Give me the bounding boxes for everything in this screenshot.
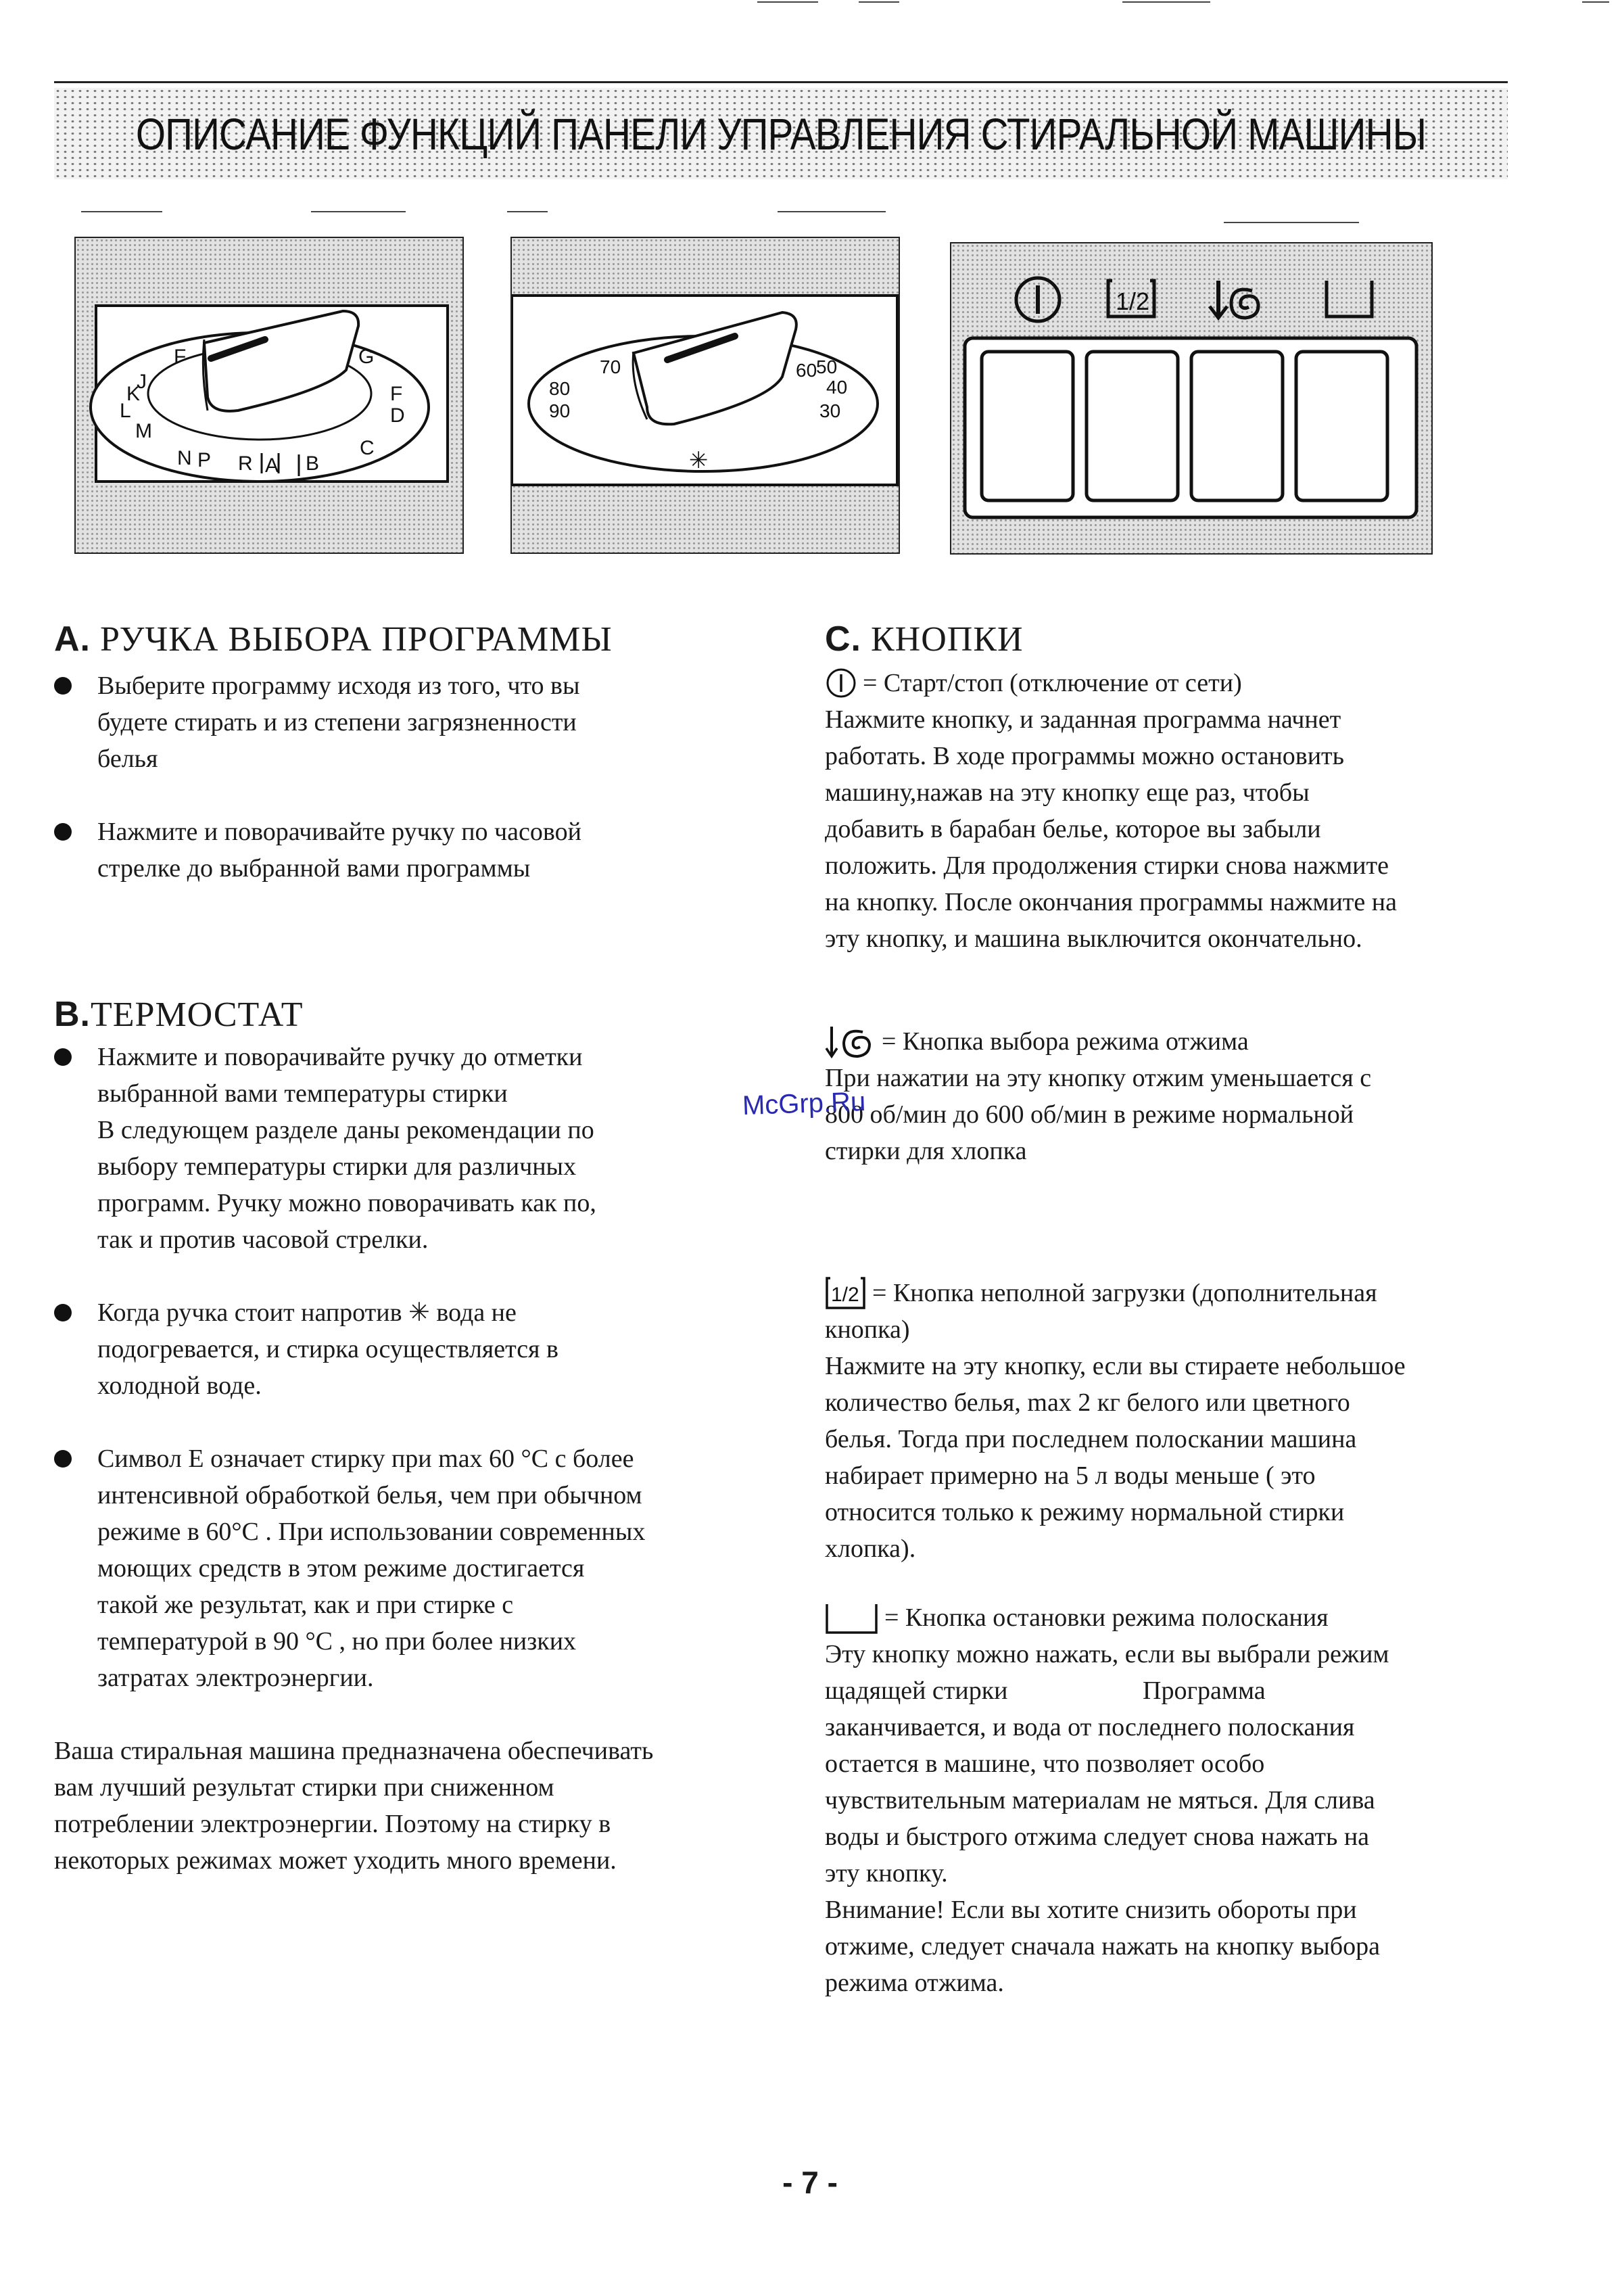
thermostat-label: 60 [796, 360, 817, 381]
spin-icon [825, 1024, 876, 1059]
page-title: ОПИСАНИЕ ФУНКЦИЙ ПАНЕЛИ УПРАВЛЕНИЯ СТИРАЛЬНОЙ МАШИНЫ [135, 108, 1427, 159]
dial-label: D [390, 404, 405, 427]
spin-button-description: При нажатии на эту кнопку отжим уменьшается с 800 об/мин до 600 об/мин в режиме нормальной стирки для хлопка [825, 1064, 1372, 1165]
thermostat-label: 90 [549, 400, 571, 421]
power-icon [825, 667, 857, 699]
dial-label: N [177, 447, 192, 469]
separator-dash [81, 211, 162, 212]
dial-label: A [265, 454, 279, 477]
bullet-dot [54, 823, 72, 841]
separator-dash [507, 211, 548, 212]
separator-dash [778, 211, 886, 212]
cold-wash-icon: ✳ [408, 1298, 430, 1327]
thermostat-label: 30 [819, 400, 841, 421]
program-dial-illustration [74, 237, 464, 554]
separator-dash [311, 211, 406, 212]
dial-label: F [174, 346, 187, 368]
energy-note: Ваша стиральная машина предназначена обеспечивать вам лучший результат стирки при сниженном потреблении электроэнергии. Поэтому на стирку в некоторых режимах может уходить много времени. [54, 1737, 654, 1875]
spin-icon [1210, 281, 1258, 318]
panel-button [1087, 352, 1178, 500]
dial-label: G [358, 346, 375, 368]
dial-label: R [238, 452, 253, 475]
cold-wash-symbol: ✳ [689, 448, 709, 473]
rinse-hold-icon [825, 1600, 879, 1635]
thermostat-label: 70 [600, 356, 621, 377]
dial-label: J [137, 371, 147, 393]
panel-button [982, 352, 1073, 500]
section-a-heading: A. РУЧКА ВЫБОРА ПРОГРАММЫ [54, 619, 613, 659]
top-dash [1122, 1, 1210, 3]
thermostat-label: 80 [549, 378, 571, 399]
top-dash [757, 1, 818, 3]
power-button-description: Нажмите кнопку, и заданная программа начнет работать. В ходе программы можно остановить машину,нажав на эту кнопку еще раз, чтобы добавить в барабан белье, которое вы забыли положить. Для продолжения стирки снова нажмите на кнопку. После окончания программы нажмите на эту кнопку, и машина выключится окончательно. [825, 705, 1397, 953]
rinse-hold-button-description: Эту кнопку можно нажать, если вы выбрали режим щадящей стирки Программа заканчивается, и вода от последнего полоскания остается в машине, что позволяет особо чувствительным материалам не мяться. Для слива воды и быстрого отжима следует снова нажать на эту кнопку. Внимание! Если вы хотите снизить обороты при отжиме, следует сначала нажать на кнопку выбора режима отжима. [825, 1640, 1389, 1997]
rinse-hold-button-caption: = Кнопка остановки режима полоскания [825, 1599, 1569, 1636]
power-button-caption: = Старт/стоп (отключение от сети) [825, 665, 1569, 701]
spin-button-caption: = Кнопка выбора режима отжима [825, 1023, 1569, 1060]
half-load-text: 1/2 [831, 1284, 859, 1306]
bullet-dot [54, 1304, 72, 1321]
rinse-hold-icon [1327, 281, 1372, 317]
section-b-heading: B.ТЕРМОСТАТ [54, 995, 304, 1034]
bullet-dot [54, 1048, 72, 1066]
title-top-rule [54, 81, 1508, 83]
thermostat-label: 40 [826, 377, 848, 398]
dial-label: B [306, 452, 320, 475]
dial-label: C [360, 437, 375, 459]
left-column [54, 615, 757, 1879]
section-b-bullet: Нажмите и поворачивайте ручку до отметки выбранной вами температуры стирки В следующем разделе даны рекомендации по выбору температуры стирки для различных программ. Ручку можно поворачивать как по, так и против часовой стрелки. [54, 1039, 757, 1258]
half-load-icon [1108, 281, 1154, 317]
section-a-bullet: Нажмите и поворачивайте ручку по часовой стрелке до выбранной вами программы [54, 814, 757, 887]
separator-dash [1224, 222, 1359, 223]
title-banner [54, 88, 1508, 179]
half-load-button-caption: 1/2 = Кнопка неполной загрузки (дополнительная [825, 1275, 1569, 1311]
section-b-bullet: Когда ручка стоит напротив ✳ вода не подогревается, и стирка осуществляется в холодной воде. [54, 1294, 757, 1404]
dial-label: M [135, 420, 152, 442]
half-load-icon [825, 1275, 867, 1311]
panel-button [1191, 352, 1283, 500]
top-dash [1582, 1, 1609, 3]
section-c-heading: C. КНОПКИ [825, 619, 1024, 659]
thermostat-dial-illustration [510, 237, 900, 554]
page-number: - 7 - [782, 2165, 838, 2200]
section-b-bullet: Символ Е означает стирку при max 60 °C с более интенсивной обработкой белья, чем при обычном режиме в 60°C . При использовании современных моющих средств в этом режиме достигается такой же результат, как и при стирке с температурой в 90 °C , но при более низких затратах электроэнергии. [54, 1440, 757, 1696]
bullet-dot [54, 1450, 72, 1468]
watermark: McGrp.Ru [742, 1086, 866, 1121]
dial-label: F [390, 383, 403, 405]
dial-label: L [120, 400, 131, 422]
section-a-bullet: Выберите программу исходя из того, что вы будете стирать и из степени загрязненности белья [54, 667, 757, 777]
thermostat-label: 50 [816, 356, 838, 377]
half-load-text: 1/2 [1116, 287, 1150, 315]
panel-button [1296, 352, 1387, 500]
dial-label: K [126, 383, 141, 405]
dial-label: P [197, 449, 212, 471]
right-column [825, 615, 1569, 2001]
button-panel-illustration [950, 242, 1433, 555]
top-dash [859, 1, 899, 3]
half-load-button-description: кнопка) Нажмите на эту кнопку, если вы стираете небольшое количество белья, max 2 кг белого или цветного белья. Тогда при последнем полоскании машина набирает примерно на 5 л воды меньше ( это относится только к режиму нормальной стирки хлопка). [825, 1315, 1406, 1563]
bullet-dot [54, 677, 72, 695]
power-icon [1016, 278, 1059, 321]
